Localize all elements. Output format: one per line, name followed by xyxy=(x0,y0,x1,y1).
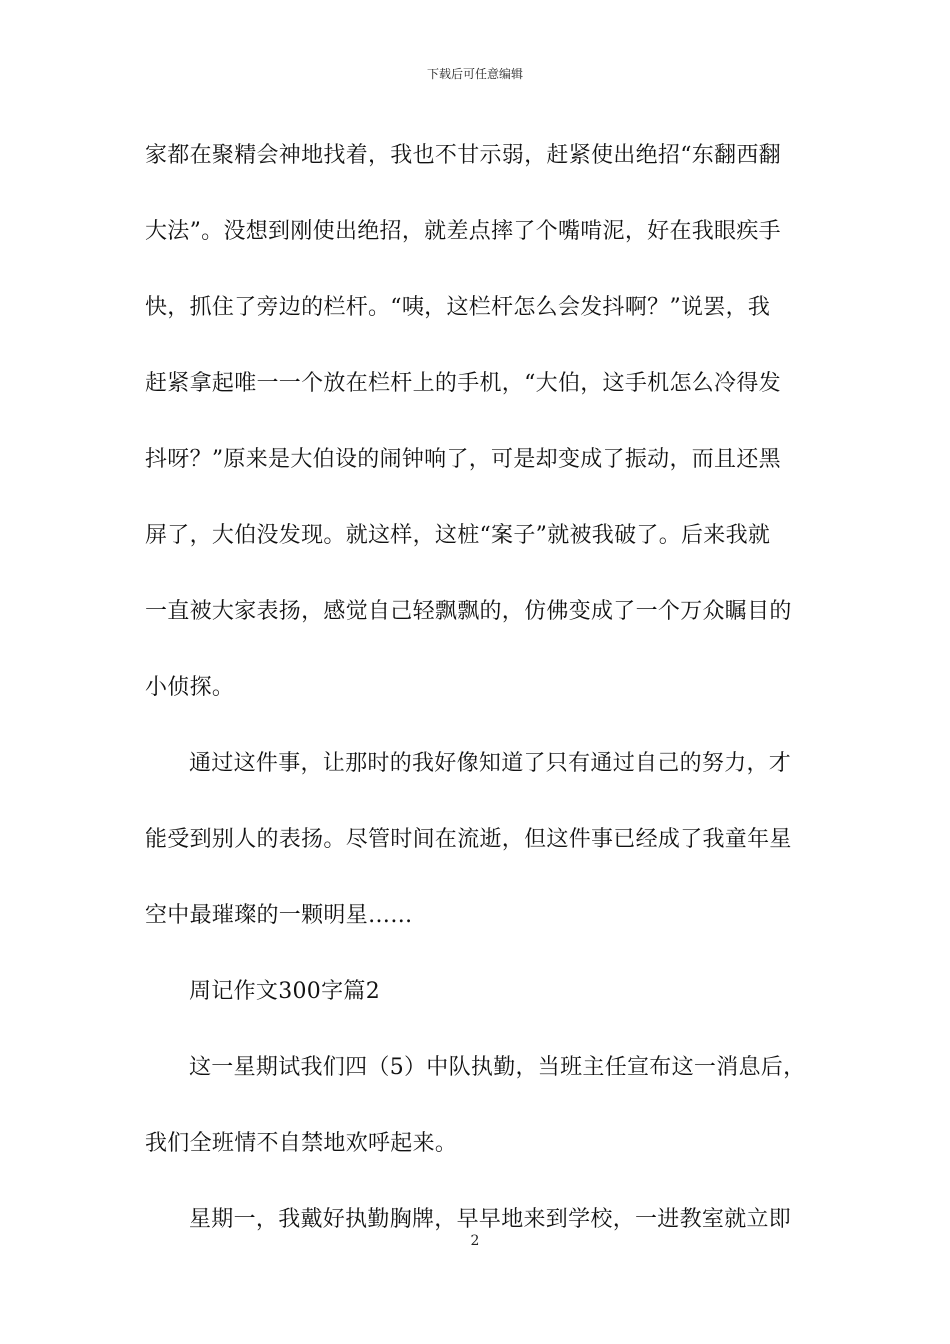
paragraph-first-line: 星期一，我戴好执勤胸牌，早早地来到学校，一进教室就立即 xyxy=(189,1207,792,1232)
paragraph-first-line: 这一星期试我们四（5）中队执勤，当班主任宣布这一消息后， xyxy=(189,1055,806,1080)
paragraph-first-line: 通过这件事，让那时的我好像知道了只有通过自己的努力，才 xyxy=(189,751,792,776)
page-header: 下载后可任意编辑 xyxy=(426,67,523,81)
text-line: 小侦探。 xyxy=(145,675,235,700)
text-line: 空中最璀璨的一颗明星…… xyxy=(145,903,413,928)
text-line: 赶紧拿起唯一一个放在栏杆上的手机，“大伯，这手机怎么冷得发 xyxy=(145,371,781,396)
text-line: 家都在聚精会神地找着，我也不甘示弱，赶紧使出绝招“东翻西翻 xyxy=(145,143,781,168)
text-line: 大法”。没想到刚使出绝招，就差点摔了个嘴啃泥，好在我眼疾手 xyxy=(145,219,781,244)
text-line: 快，抓住了旁边的栏杆。“咦，这栏杆怎么会发抖啊？”说罢，我 xyxy=(145,295,771,320)
text-line: 我们全班情不自禁地欢呼起来。 xyxy=(145,1131,458,1156)
section-title: 周记作文300字篇2 xyxy=(189,979,380,1004)
page-number: 2 xyxy=(470,1233,480,1249)
text-line: 抖呀？”原来是大伯设的闹钟响了，可是却变成了振动，而且还黑 xyxy=(145,447,781,472)
text-line: 一直被大家表扬，感觉自己轻飘飘的，仿佛变成了一个万众瞩目的 xyxy=(145,599,792,624)
document-body xyxy=(145,134,815,1274)
text-line: 能受到别人的表扬。尽管时间在流逝，但这件事已经成了我童年星 xyxy=(145,827,792,852)
text-line: 屏了，大伯没发现。就这样，这桩“案子”就被我破了。后来我就 xyxy=(145,523,771,548)
